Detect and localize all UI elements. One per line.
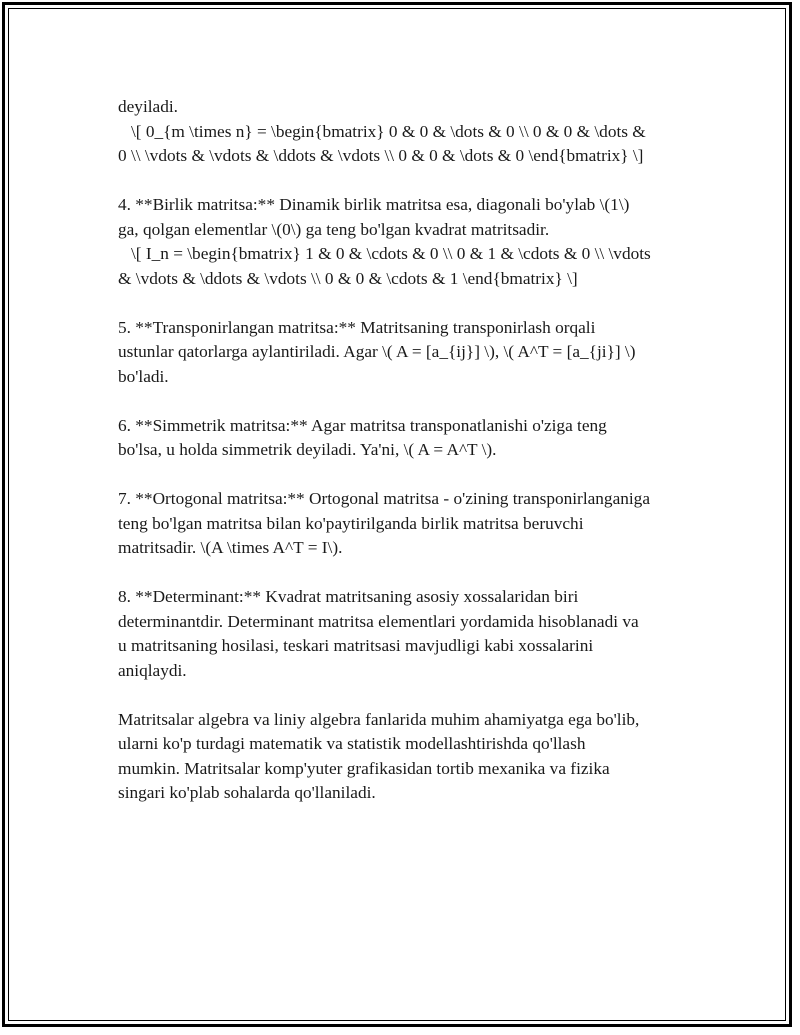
- text-line: matritsadir. \(A \times A^T = I\).: [118, 538, 343, 557]
- text-line: aniqlaydi.: [118, 660, 187, 680]
- paragraph-zero-matrix-formula: [118, 95, 693, 169]
- document-page: [2, 2, 792, 1027]
- text-line: Matritsalar algebra va liniy algebra fanlarida muhim ahamiyatga ega bo'lib,: [118, 709, 640, 729]
- text-line: bo'lsa, u holda simmetrik deyiladi. Ya'ni, \( A = A^T \).: [118, 440, 497, 459]
- text-line: ustunlar qatorlarga aylantiriladi. Agar \( A = [a_{ij}] \), \( A^T = [a_{ji}] \): [118, 342, 636, 361]
- text-line: 4. **Birlik matritsa:** Dinamik birlik matritsa esa, diagonali bo'ylab \(1\): [118, 195, 630, 214]
- text-line: determinantdir. Determinant matritsa elementlari yordamida hisoblanadi va: [118, 611, 639, 631]
- text-line: u matritsaning hosilasi, teskari matritsasi mavjudligi kabi xossalarini: [118, 636, 594, 655]
- text-line: 7. **Ortogonal matritsa:** Ortogonal matritsa - o'zining transponirlanganiga: [118, 489, 650, 508]
- document-body: [118, 95, 693, 830]
- text-line: teng bo'lgan matritsa bilan ko'paytirilganda birlik matritsa beruvchi: [118, 513, 584, 533]
- text-line: 6. **Simmetrik matritsa:** Agar matritsa transponatlanishi o'ziga teng: [118, 415, 607, 435]
- text-line: 0 \\ \vdots & \vdots & \ddots & \vdots \\ 0 & 0 & \dots & 0 \end{bmatrix} \]: [118, 146, 644, 165]
- text-line: ga, qolgan elementlar \(0\) ga teng bo'lgan kvadrat matritsadir.: [118, 219, 550, 239]
- text-line: bo'ladi.: [118, 366, 169, 386]
- paragraph-transpose-matrix: [118, 316, 693, 390]
- text-line: mumkin. Matritsalar komp'yuter grafikasidan tortib mexanika va fizika: [118, 758, 610, 778]
- text-line: ularni ko'p turdagi matematik va statistik modellashtirishda qo'llash: [118, 734, 586, 753]
- text-line: 8. **Determinant:** Kvadrat matritsaning asosiy xossalaridan biri: [118, 587, 579, 606]
- paragraph-identity-matrix: [118, 193, 693, 291]
- text-line: singari ko'plab sohalarda qo'llaniladi.: [118, 783, 376, 802]
- paragraph-conclusion: [118, 708, 693, 806]
- text-line: & \vdots & \ddots & \vdots \\ 0 & 0 & \cdots & 1 \end{bmatrix} \]: [118, 268, 578, 288]
- paragraph-symmetric-matrix: [118, 414, 693, 463]
- text-line: deyiladi.: [118, 97, 178, 116]
- text-line: 5. **Transponirlangan matritsa:** Matritsaning transponirlash orqali: [118, 317, 596, 337]
- paragraph-orthogonal-matrix: [118, 487, 693, 561]
- text-line: \[ I_n = \begin{bmatrix} 1 & 0 & \cdots & 0 \\ 0 & 1 & \cdots & 0 \\ \vdots: [118, 244, 651, 263]
- text-line: \[ 0_{m \times n} = \begin{bmatrix} 0 & 0 & \dots & 0 \\ 0 & 0 & \dots &: [118, 121, 646, 141]
- paragraph-determinant: [118, 585, 693, 683]
